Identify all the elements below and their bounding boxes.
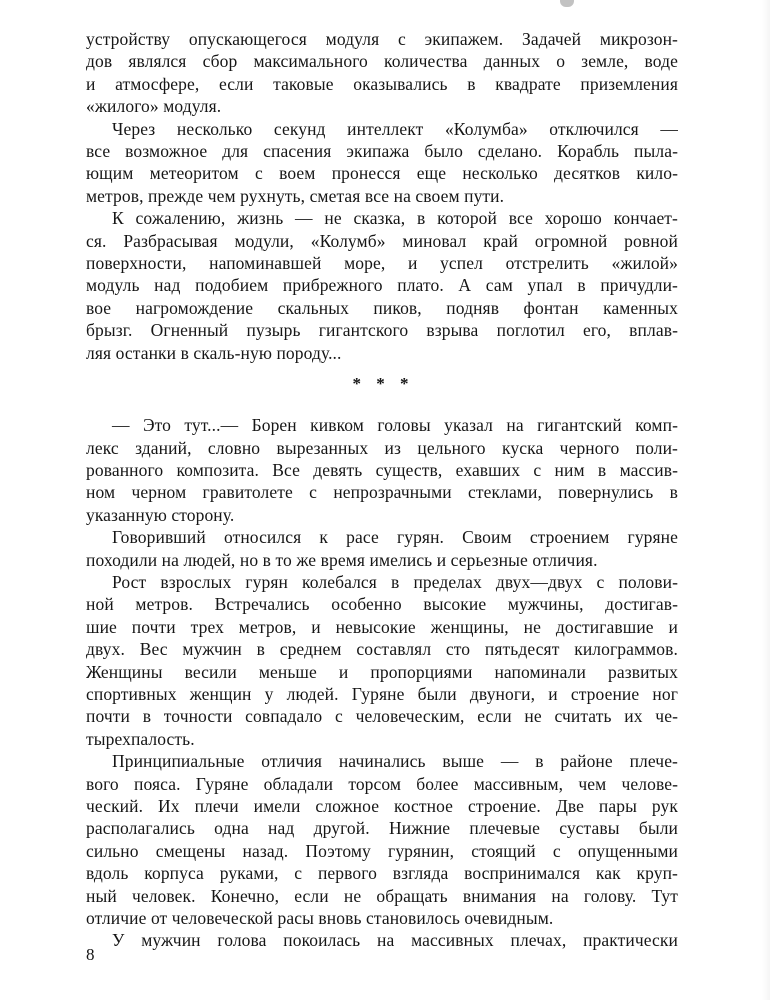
text-line: двух. Вес мужчин в среднем составлял сто пятьдесят килограммов. [86,639,678,660]
text-line: — Это тут...— Борен кивком головы указал на гигантский комп- [112,415,678,436]
paragraph [86,118,678,208]
text-line: спортивных женщин у людей. Гуряне были двуноги, и строение ног [86,683,678,704]
text-line: дов являлся сбор максимального количества данных о земле, воде [86,51,678,72]
section-divider: * * * [352,373,412,393]
text-line: сильно смещены назад. Поэтому гурянин, стоящий с опущенными [86,840,678,861]
text-line: вдоль корпуса руками, с первого взгляда воспринимался как круп- [86,863,678,884]
text-line: ном черном гравитолете с непрозрачными стеклами, повернулись в [86,482,678,503]
text-line: шие почти трех метров, и невысокие женщины, не достигавшие и [86,616,678,637]
text-line: походили на людей, но в то же время имелись и серьезные отличия. [86,549,598,570]
text-line: ся. Разбрасывая модули, «Колумб» миновал край огромной ровной [86,230,678,251]
text-line: лекс зданий, словно вырезанных из цельного куска черного поли- [86,437,678,458]
scan-artifact [560,0,574,7]
text-line: и атмосфере, если таковые оказывались в квадрате приземления [86,73,678,94]
paragraph [86,929,678,951]
text-line: почти в точности совпадало с человеческим, если не считать их че- [86,706,678,727]
text-line: Через несколько секунд интеллект «Колумба» отключился — [112,118,678,139]
paragraph [86,28,678,118]
text-line: ляя останки в скаль-ную породу... [86,342,342,363]
text-line: ющим метеоритом с воем пронесся еще несколько десятков кило- [86,163,678,184]
paragraph [86,526,678,571]
text-line: все возможное для спасения экипажа было сделано. Корабль пыла- [86,141,678,162]
text-line: указанную сторону. [86,504,235,525]
text-line: брызг. Огненный пузырь гигантского взрыва поглотил его, вплав- [86,320,678,341]
text-line: тырехпалость. [86,728,195,749]
text-line: Говоривший относился к расе гурян. Своим строением гуряне [112,527,678,548]
paragraph [86,414,678,526]
text-line: вое нагромождение скальных пиков, подняв фонтан каменных [86,297,678,318]
text-line: модуль над подобием прибрежного плато. А сам упал в причудли- [86,275,678,296]
paragraph [86,207,678,364]
text-line: Принципиальные отличия начинались выше — в районе плече- [112,751,678,772]
text-line: устройству опускающегося модуля с экипажем. Задачей микрозон- [86,29,678,49]
text-line: метров, прежде чем рухнуть, сметая все на своем пути. [86,185,505,206]
text-line: Рост взрослых гурян колебался в пределах двух—двух с полови- [112,571,678,592]
scan-edge-shade [762,0,770,1000]
text-line: отличие от человеческой расы вновь становилось очевидным. [86,908,554,929]
text-line: ческий. Их плечи имели сложное костное строение. Две пары рук [86,796,678,816]
text-line: «жилого» модуля. [86,96,222,117]
text-line: У мужчин голова покоилась на массивных плечах, практически [112,930,678,951]
text-line: вого пояса. Гуряне обладали торсом более массивным, чем челове- [86,773,678,794]
paragraph [86,750,678,929]
text-line: рованного композита. Все девять существ, ехавших с ним в массив- [86,459,678,480]
text-line: располагались одна над другой. Нижние плечевые суставы были [86,818,678,839]
text-line: ной метров. Встречались особенно высокие мужчины, достигав- [86,594,678,615]
text-line: Женщины весили меньше и пропорциями напоминали развитых [86,661,678,682]
paragraph [86,571,678,750]
text-line: поверхности, напоминавшей море, и успел отстрелить «жилой» [86,253,678,274]
text-column [86,28,678,952]
text-line: К сожалению, жизнь — не сказка, в которой все хорошо кончает- [112,208,678,229]
text-line: ный человек. Конечно, если не обращать внимания на голову. Тут [86,885,678,906]
page-number: 8 [86,945,95,964]
